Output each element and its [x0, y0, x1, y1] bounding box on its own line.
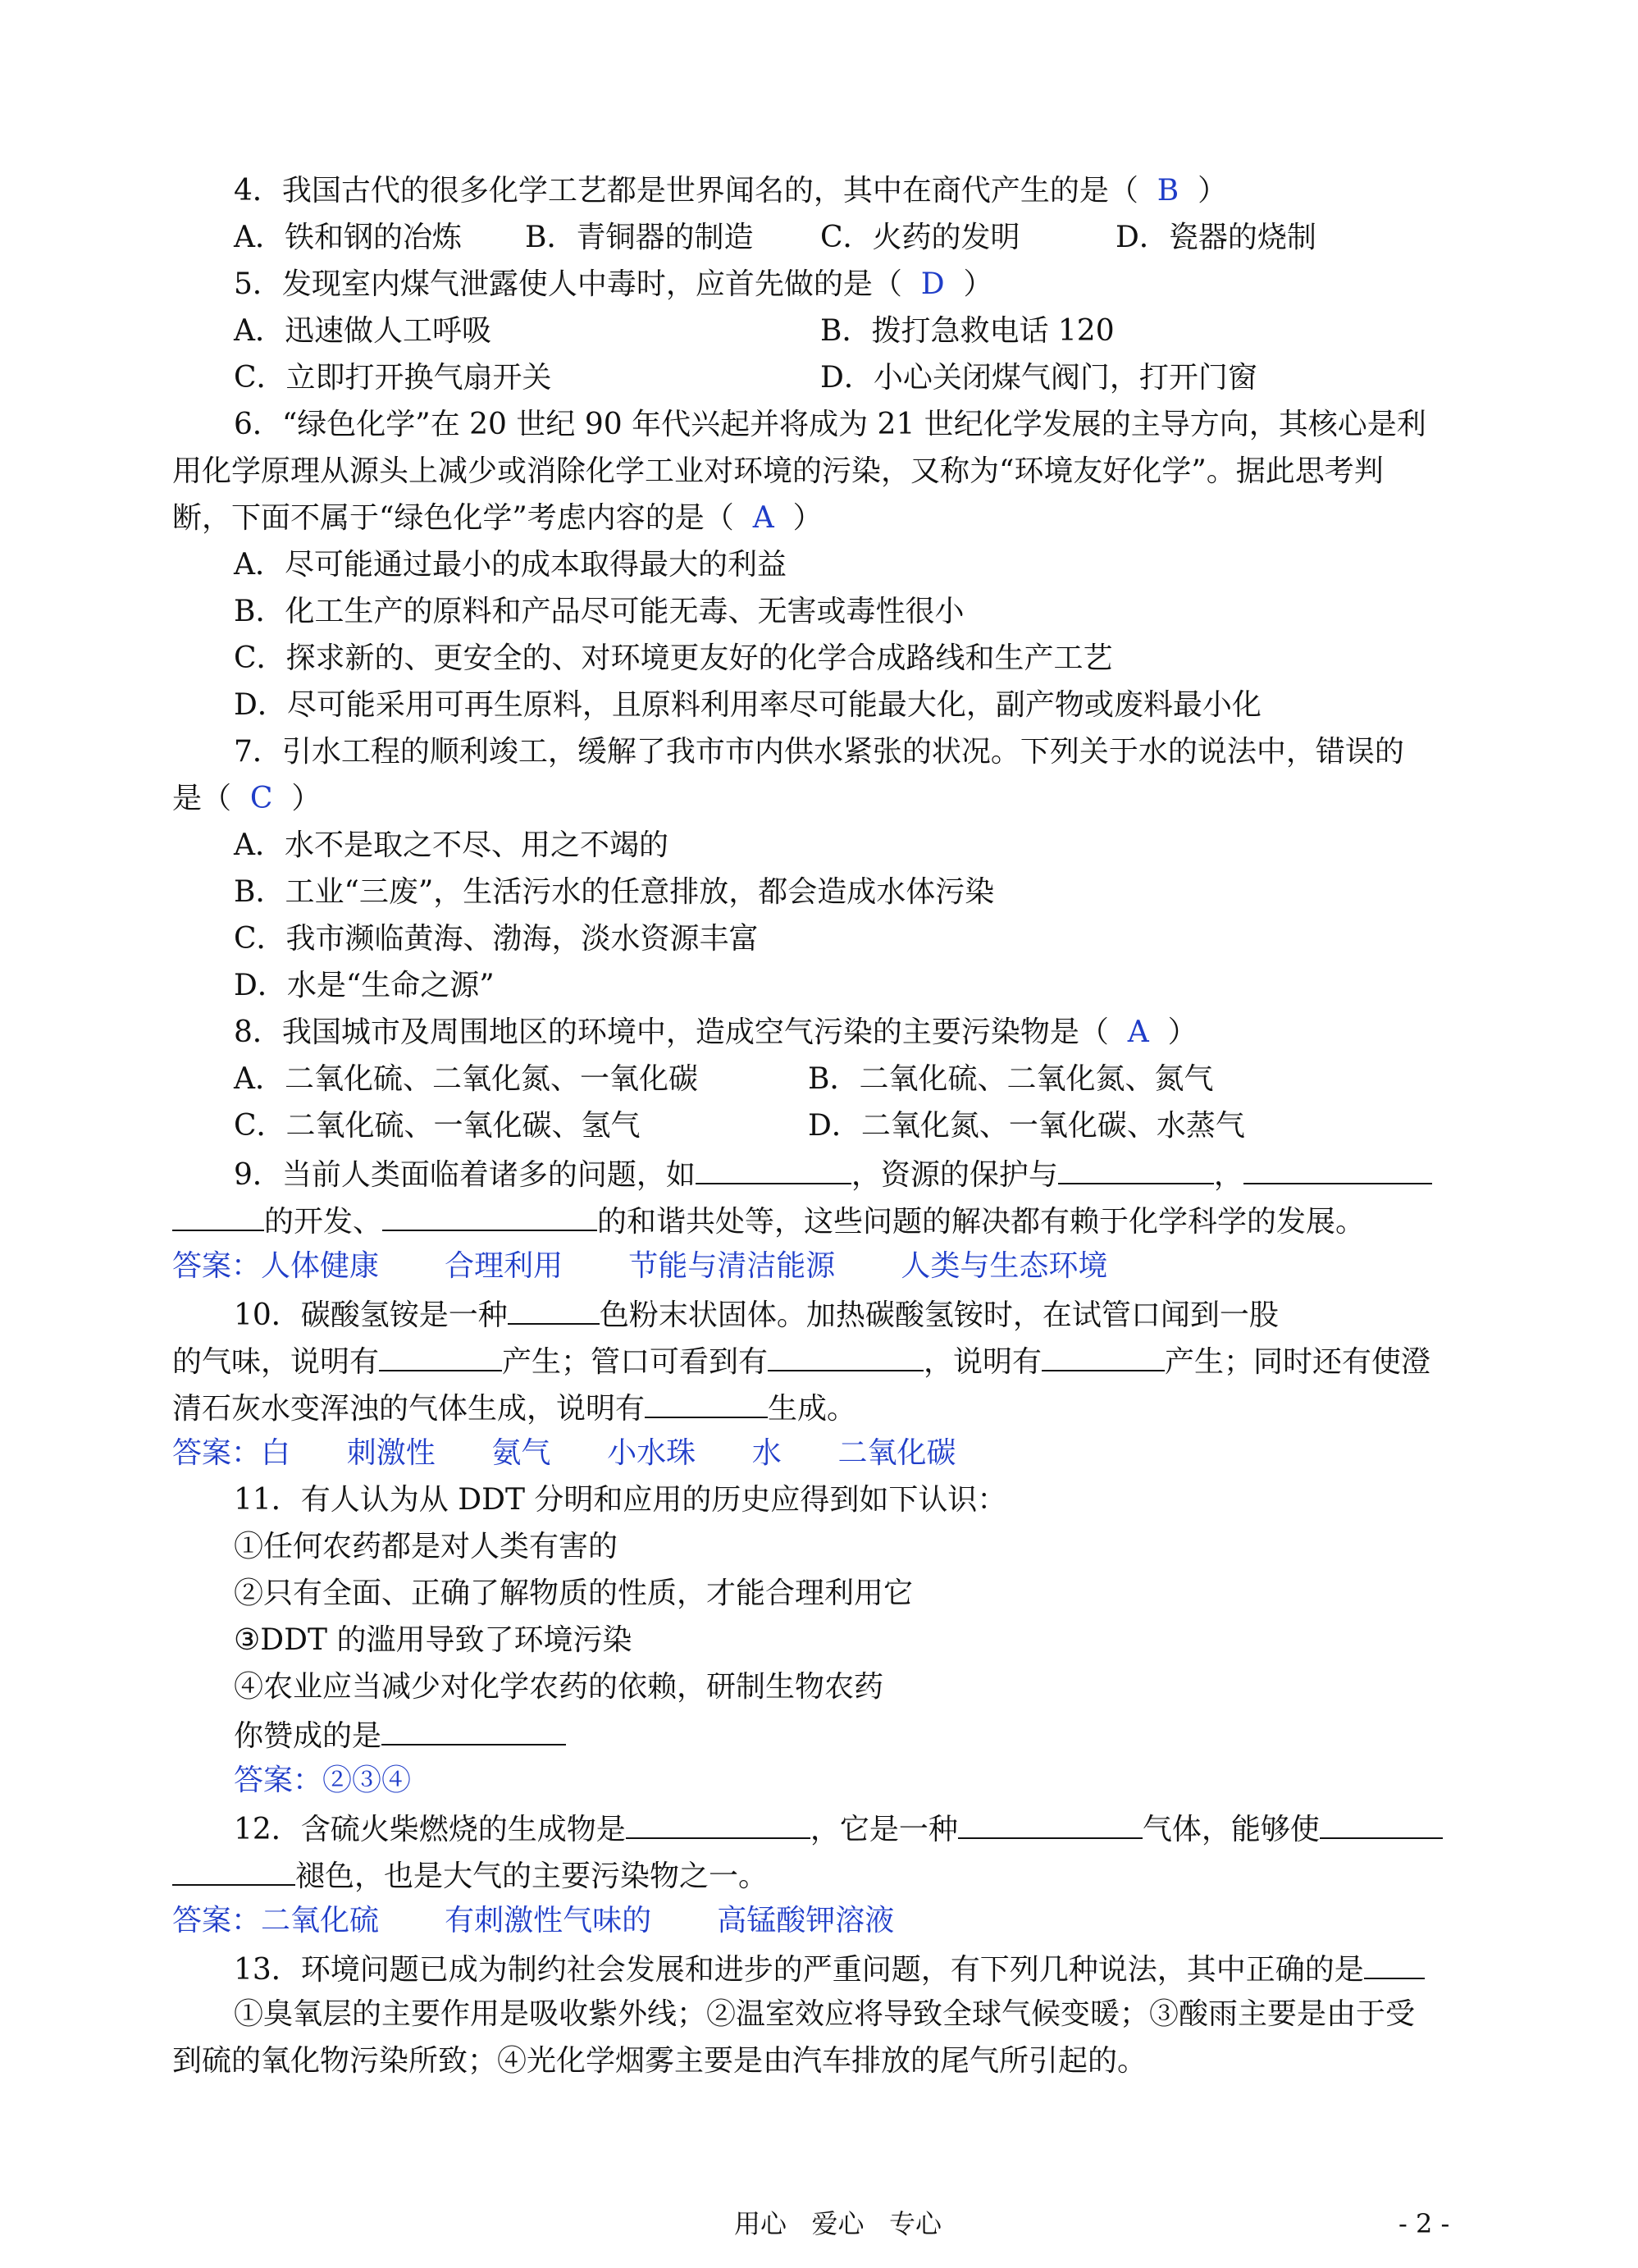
q8-stem: 8．我国城市及周围地区的环境中，造成空气污染的主要污染物是（ A ）	[234, 1015, 1198, 1049]
q8-option-d: D．二氧化氮、一氧化碳、水蒸气	[808, 1109, 1245, 1143]
q13-blank	[1364, 1950, 1425, 1979]
q5-option-c: C．立即打开换气扇开关	[234, 361, 552, 395]
q4-option-b: B．青铜器的制造	[525, 221, 754, 254]
q7-line-1: 7．引水工程的顺利竣工，缓解了我市市内供水紧张的状况。下列关于水的说法中，错误的	[234, 735, 1404, 769]
q12-blank-2	[958, 1809, 1143, 1839]
q6-option-d: D．尽可能采用可再生原料，且原料利用率尽可能最大化，副产物或废料最小化	[234, 688, 1262, 722]
q11-blank	[381, 1716, 566, 1745]
q6-option-c: C．探求新的、更安全的、对环境更友好的化学合成路线和生产工艺	[234, 641, 1113, 675]
q10-blank-3	[768, 1342, 924, 1371]
q5-option-b: B．拨打急救电话 120	[820, 314, 1115, 348]
q4-option-c: C．火药的发明	[820, 221, 1020, 254]
q11-prompt: 你赞成的是	[234, 1716, 566, 1755]
q8-answer: A	[1127, 1015, 1149, 1049]
q10-blank-1	[508, 1295, 600, 1325]
q10-blank-5	[645, 1389, 768, 1418]
q12-blank-1	[626, 1809, 810, 1839]
q12-answer-line: 答案：二氧化硫 有刺激性气味的 高锰酸钾溶液	[172, 1904, 895, 1937]
q10-blank-2	[379, 1342, 502, 1371]
q12-blank-3	[1320, 1809, 1443, 1839]
q9-line-1: 9．当前人类面临着诸多的问题，如 ，资源的保护与 ，	[234, 1155, 1432, 1193]
q8-option-c: C．二氧化硫、一氧化碳、氢气	[234, 1109, 641, 1143]
q12-blank-3-cont	[172, 1856, 295, 1886]
q7-line-2: 是（ C ）	[172, 782, 322, 815]
q7-option-d: D．水是“生命之源”	[234, 969, 495, 1002]
q9-blank-1	[696, 1155, 851, 1184]
q6-answer: A	[752, 501, 774, 535]
q11-item-3: ③DDT 的滥用导致了环境污染	[234, 1623, 632, 1657]
q11-item-2: ②只有全面、正确了解物质的性质，才能合理利用它	[234, 1577, 914, 1610]
page-number: - 2 -	[1398, 2208, 1450, 2239]
q4-option-d: D．瓷器的烧制	[1116, 221, 1316, 254]
q6-option-a: A．尽可能通过最小的成本取得最大的利益	[234, 548, 787, 582]
q5-option-d: D．小心关闭煤气阀门，打开门窗	[820, 361, 1257, 395]
q8-option-a: A．二氧化硫、二氧化氮、一氧化碳	[234, 1062, 698, 1096]
q7-option-b: B．工业“三废”，生活污水的任意排放，都会造成水体污染	[234, 875, 995, 909]
q12-line-1: 12．含硫火柴燃烧的生成物是 ，它是一种 气体，能够使	[234, 1809, 1443, 1848]
q10-blank-4	[1042, 1342, 1165, 1371]
q7-answer: C	[249, 782, 273, 815]
q4-stem: 4．我国古代的很多化学工艺都是世界闻名的，其中在商代产生的是（ B ）	[234, 174, 1228, 208]
q9-answer-line: 答案：人体健康 合理利用 节能与清洁能源 人类与生态环境	[172, 1249, 1108, 1283]
footer-motto: 用心 爱心 专心	[734, 2208, 942, 2239]
q4-answer: B	[1157, 174, 1179, 208]
q5-stem: 5．发现室内煤气泄露使人中毒时，应首先做的是（ D ）	[234, 267, 993, 301]
q13-line-1: 13．环境问题已成为制约社会发展和进步的严重问题，有下列几种说法，其中正确的是	[234, 1950, 1425, 1988]
q4-option-a: A．铁和钢的冶炼	[234, 221, 462, 254]
q13-line-3: 到硫的氧化物污染所致；④光化学烟雾主要是由汽车排放的尾气所引起的。	[172, 2044, 1148, 2078]
q13-line-2: ①臭氧层的主要作用是吸收紫外线；②温室效应将导致全球气候变暖；③酸雨主要是由于受	[234, 1997, 1416, 2031]
q10-line-3: 清石灰水变浑浊的气体生成，说明有 生成。	[172, 1389, 856, 1427]
q11-item-4: ④农业应当减少对化学农药的依赖，研制生物农药	[234, 1670, 884, 1704]
q9-blank-3	[1243, 1155, 1432, 1184]
q10-answer-line: 答案：白 刺激性 氨气 小水珠 水 二氧化碳	[172, 1436, 956, 1470]
q12-line-2: 褪色，也是大气的主要污染物之一。	[172, 1856, 768, 1895]
q11-item-1: ①任何农药都是对人类有害的	[234, 1530, 618, 1563]
q7-option-a: A．水不是取之不尽、用之不竭的	[234, 828, 668, 862]
q5-option-a: A．迅速做人工呼吸	[234, 314, 491, 348]
q9-line-2: 的开发、 的和谐共处等，这些问题的解决都有赖于化学科学的发展。	[172, 1202, 1365, 1240]
q6-option-b: B．化工生产的原料和产品尽可能无毒、无害或毒性很小	[234, 595, 965, 628]
q6-line-2: 用化学原理从源头上减少或消除化学工业对环境的污染，又称为“环境友好化学”。据此思考判	[172, 454, 1384, 488]
q5-answer: D	[920, 267, 945, 301]
q9-blank-2	[1058, 1155, 1214, 1184]
q9-blank-3-cont	[172, 1202, 264, 1231]
q7-option-c: C．我市濒临黄海、渤海，淡水资源丰富	[234, 922, 759, 956]
q11-answer-line: 答案：②③④	[234, 1764, 412, 1797]
q6-line-1: 6．“绿色化学”在 20 世纪 90 年代兴起并将成为 21 世纪化学发展的主导方向，其核心是利	[234, 408, 1426, 441]
q10-line-2: 的气味，说明有 产生；管口可看到有 ，说明有 产生；同时还有使澄	[172, 1342, 1430, 1380]
q10-line-1: 10．碳酸氢铵是一种 色粉末状固体。加热碳酸氢铵时，在试管口闻到一股	[234, 1295, 1279, 1334]
q6-line-3: 断，下面不属于“绿色化学”考虑内容的是（ A ）	[172, 501, 823, 535]
q8-option-b: B．二氧化硫、二氧化氮、氮气	[808, 1062, 1214, 1096]
q9-blank-4	[382, 1202, 597, 1231]
q11-stem: 11．有人认为从 DDT 分明和应用的历史应得到如下认识：	[234, 1483, 1007, 1517]
